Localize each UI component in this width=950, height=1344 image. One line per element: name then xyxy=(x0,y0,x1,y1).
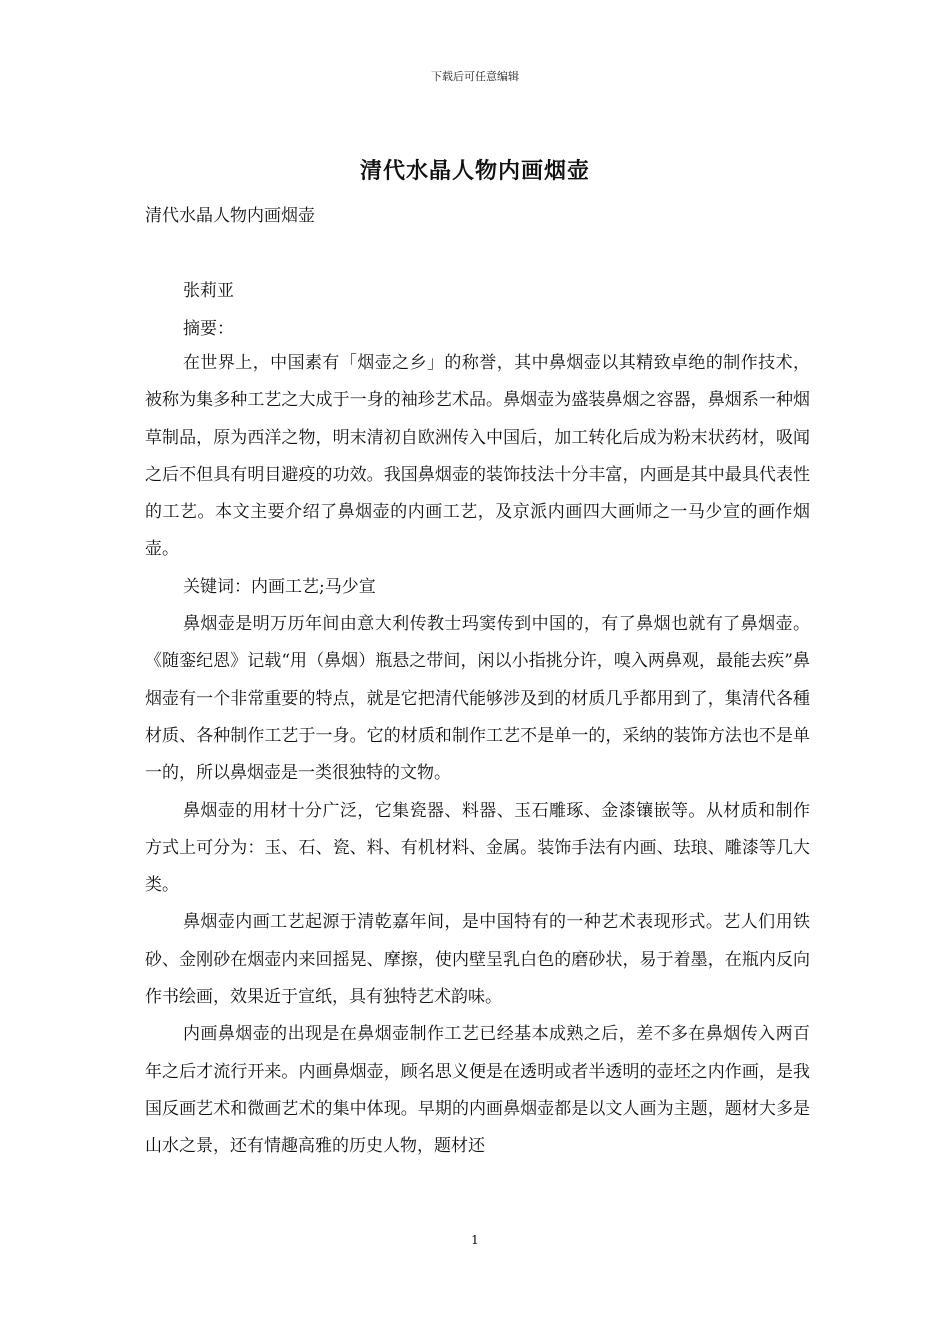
body-paragraph: 鼻烟壶内画工艺起源于清乾嘉年间，是中国特有的一种艺术表现形式。艺人们用铁砂、金刚砂在烟壶内来回摇晃、摩擦，使内壁呈乳白色的磨砂状，易于着墨，在瓶内反向作书绘画，效果近于宣纸，具有独特艺术韵味。 xyxy=(145,912,810,1008)
page-header-note: 下载后可任意编辑 xyxy=(431,70,519,83)
abstract-label: 摘要： xyxy=(183,319,234,339)
document-body xyxy=(145,345,810,1166)
page-number: 1 xyxy=(471,1233,479,1247)
body-paragraph: 鼻烟壶的用材十分广泛，它集瓷器、料器、玉石雕琢、金漆镶嵌等。从材质和制作方式上可分为：玉、石、瓷、料、有机材料、金属。装饰手法有内画、珐琅、雕漆等几大类。 xyxy=(145,800,810,896)
author-name: 张莉亚 xyxy=(183,281,234,301)
document-title: 清代水晶人物内画烟壶 xyxy=(359,158,590,184)
document-subtitle: 清代水晶人物内画烟壶 xyxy=(145,206,315,226)
body-paragraph: 鼻烟壶是明万历年间由意大利传教士玛窦传到中国的，有了鼻烟也就有了鼻烟壶。《随銮纪恩》记载“用（鼻烟）瓶悬之带间，闲以小指挑分许，嗅入两鼻观，最能去疾”鼻烟壶有一个非常重要的特点，就是它把清代能够涉及到的材质几乎都用到了，集清代各種材质、各种制作工艺于一身。它的材质和制作工艺不是单一的，采纳的装饰方法也不是单一的，所以鼻烟壶是一类很独特的文物。 xyxy=(145,614,810,784)
abstract-paragraph: 在世界上，中国素有「烟壶之乡」的称誉，其中鼻烟壶以其精致卓绝的制作技术，被称为集多种工艺之大成于一身的袖珍艺术品。鼻烟壶为盛装鼻烟之容器，鼻烟系一种烟草制品，原为西洋之物，明末清初自欧洲传入中国后，加工转化后成为粉末状药材，吸闻之后不但具有明目避疫的功效。我国鼻烟壶的装饰技法十分丰富，内画是其中最具代表性的工艺。本文主要介绍了鼻烟壶的内画工艺，及京派内画四大画师之一马少宣的画作烟壶。 xyxy=(145,353,810,560)
body-paragraph: 内画鼻烟壶的出现是在鼻烟壶制作工艺已经基本成熟之后，差不多在鼻烟传入两百年之后才流行开来。内画鼻烟壶，顾名思义便是在透明或者半透明的壶坯之内作画，是我国反画艺术和微画艺术的集中体现。早期的内画鼻烟壶都是以文人画为主题，题材大多是山水之景，还有情趣高雅的历史人物，题材还 xyxy=(145,1024,810,1157)
keywords-line: 关键词：内画工艺;马少宣 xyxy=(183,576,376,597)
